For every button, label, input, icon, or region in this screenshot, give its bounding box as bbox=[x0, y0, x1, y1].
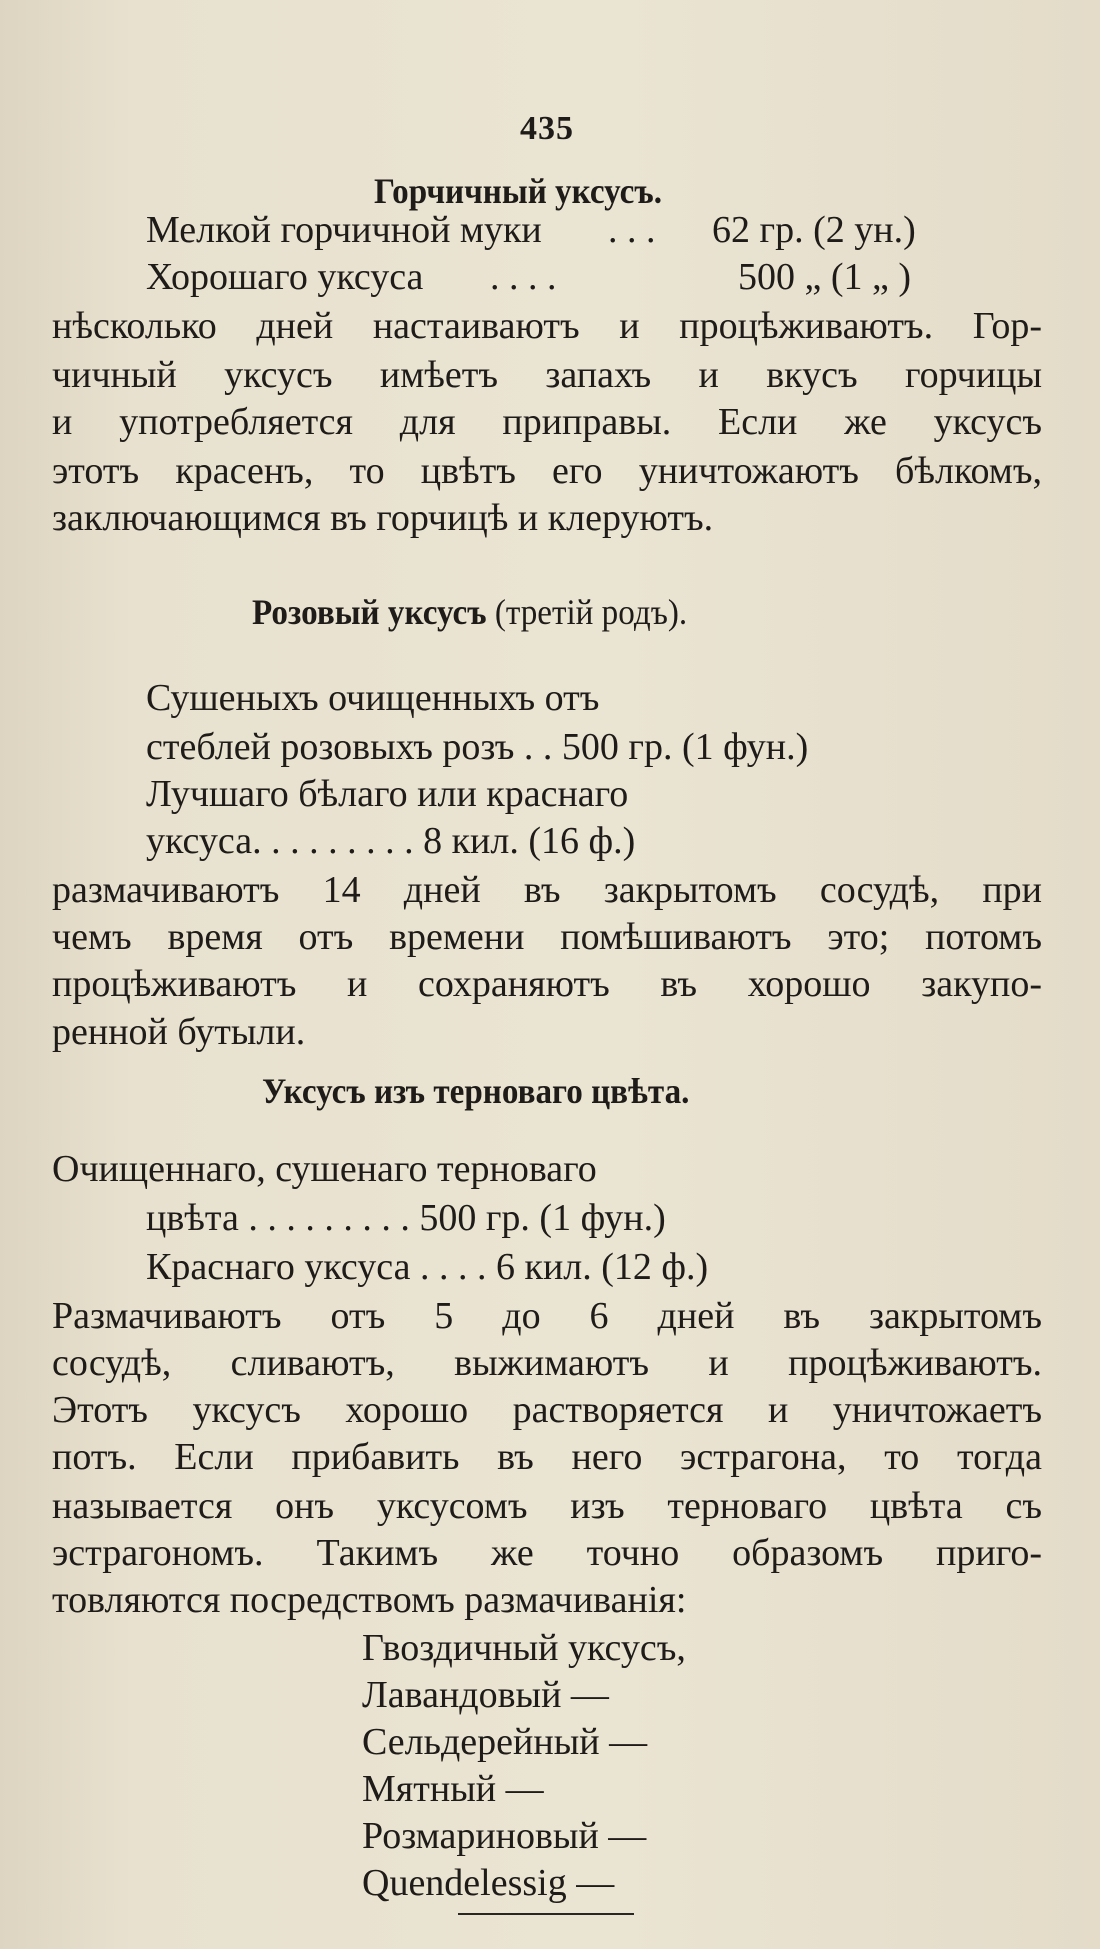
paragraph-line: потъ. Если прибавить въ него эстрагона, то тогда bbox=[52, 1436, 1042, 1478]
ingredient-line: Краснаго уксуса . . . . 6 кил. (12 ф.) bbox=[146, 1246, 709, 1288]
ingredient-line: стеблей розовыхъ розъ . . 500 гр. (1 фун.) bbox=[146, 726, 809, 768]
paragraph-line: этотъ красенъ, то цвѣтъ его уничтожаютъ бѣлкомъ, bbox=[52, 450, 1042, 492]
paragraph-line: эстрагономъ. Такимъ же точно образомъ приго- bbox=[52, 1532, 1042, 1574]
ingredient-name: Хорошаго уксуса bbox=[146, 256, 424, 298]
vinegar-list-item: Розмариновый — bbox=[362, 1815, 647, 1857]
vinegar-list-item: Мятный — bbox=[362, 1768, 544, 1810]
paragraph-line: процѣживаютъ и сохраняютъ въ хорошо закупо- bbox=[52, 963, 1042, 1005]
section-title-note: (третій родъ). bbox=[494, 592, 688, 632]
paragraph-line: сосудѣ, сливаютъ, выжимаютъ и процѣживаютъ. bbox=[52, 1342, 1042, 1384]
page-number: 435 bbox=[520, 110, 574, 147]
paragraph-line: ренной бутыли. bbox=[52, 1011, 306, 1053]
ingredient-line: Сушеныхъ очищенныхъ отъ bbox=[146, 677, 600, 719]
vinegar-list-item: Quendelessig — bbox=[362, 1862, 615, 1904]
ingredient-line: уксуса. . . . . . . . . 8 кил. (16 ф.) bbox=[146, 820, 636, 862]
ingredient-name: Мелкой горчичной муки bbox=[146, 209, 542, 251]
vinegar-list-item: Гвоздичный уксусъ, bbox=[362, 1627, 686, 1669]
ingredient-amount: 500 „ (1 „ ) bbox=[738, 256, 912, 298]
ingredient-dots: . . . bbox=[608, 209, 656, 251]
paragraph-line: чемъ время отъ времени помѣшиваютъ это; потомъ bbox=[52, 916, 1042, 958]
paragraph-line: заключающимся въ горчицѣ и клеруютъ. bbox=[52, 497, 714, 539]
vinegar-list-item: Лавандовый — bbox=[362, 1674, 609, 1716]
paragraph-line: называется онъ уксусомъ изъ терноваго цвѣта съ bbox=[52, 1485, 1042, 1527]
paragraph-line: и употребляется для приправы. Если же уксусъ bbox=[52, 401, 1042, 443]
ingredient-line: цвѣта . . . . . . . . . 500 гр. (1 фун.) bbox=[146, 1197, 666, 1239]
vinegar-list-item: Сельдерейный — bbox=[362, 1721, 648, 1763]
ingredient-dots: . . . . bbox=[490, 256, 557, 298]
paragraph-line: нѣсколько дней настаиваютъ и процѣживаютъ. Гор- bbox=[52, 305, 1042, 347]
section-title-blackthorn-vinegar: Уксусъ изъ терноваго цвѣта. bbox=[262, 1071, 690, 1111]
ingredient-amount: 62 гр. (2 ун.) bbox=[712, 209, 916, 251]
ingredient-line: Очищеннаго, сушенаго терноваго bbox=[52, 1148, 597, 1190]
paragraph-line: товляются посредствомъ размачиванія: bbox=[52, 1579, 687, 1621]
end-rule bbox=[458, 1913, 634, 1915]
paragraph-line: чичный уксусъ имѣетъ запахъ и вкусъ горчицы bbox=[52, 354, 1042, 396]
section-title-rose-vinegar bbox=[252, 591, 687, 633]
paragraph-line: Этотъ уксусъ хорошо растворяется и уничтожаетъ bbox=[52, 1389, 1042, 1431]
paragraph-line: Размачиваютъ отъ 5 до 6 дней въ закрытомъ bbox=[52, 1295, 1042, 1337]
ingredient-line: Лучшаго бѣлаго или краснаго bbox=[146, 773, 629, 815]
section-title-text: Розовый уксусъ bbox=[252, 592, 487, 632]
section-title-mustard-vinegar: Горчичный уксусъ. bbox=[374, 171, 662, 211]
paragraph-line: размачиваютъ 14 дней въ закрытомъ сосудѣ, при bbox=[52, 869, 1042, 911]
